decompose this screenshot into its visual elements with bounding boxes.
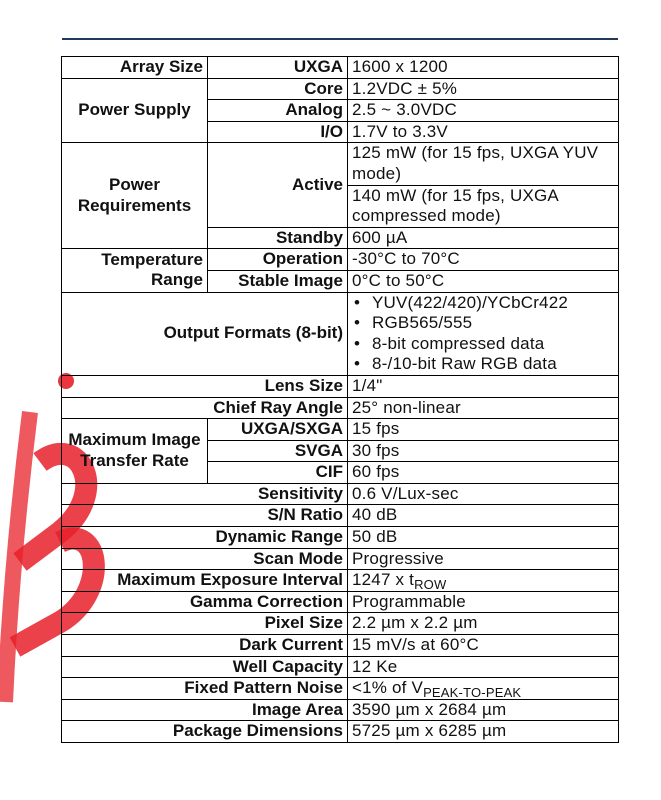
svga-value: 30 fps [348, 440, 619, 462]
list-item: • RGB565/555 [352, 313, 614, 334]
standby-value: 600 µA [348, 227, 619, 249]
power-requirements-label: Power Requirements [62, 143, 208, 249]
table-row-sensitivity [62, 483, 619, 505]
table-row-image-area [62, 699, 619, 721]
stable-image-label: Stable Image [208, 270, 348, 292]
dark-current-label: Dark Current [62, 635, 348, 657]
sn-ratio-value: 40 dB [348, 505, 619, 527]
table-row-array-size [62, 57, 619, 79]
analog-label: Analog [208, 100, 348, 122]
table-row-fixed-pattern-noise [62, 678, 619, 700]
active-value-yuv: 125 mW (for 15 fps, UXGA YUV mode) [348, 143, 619, 185]
table-row-gamma-correction [62, 591, 619, 613]
package-dimensions-value: 5725 µm x 6285 µm [348, 721, 619, 743]
stable-image-value: 0°C to 50°C [348, 270, 619, 292]
gamma-correction-label: Gamma Correction [62, 591, 348, 613]
scan-mode-label: Scan Mode [62, 548, 348, 570]
uxga-sxga-label: UXGA/SXGA [208, 419, 348, 441]
output-formats-value [348, 292, 619, 375]
well-capacity-value: 12 Ke [348, 656, 619, 678]
table-row-pixel-size [62, 613, 619, 635]
fixed-pattern-noise-subscript: PEAK-TO-PEAK [423, 685, 522, 700]
table-row-well-capacity [62, 656, 619, 678]
temperature-range-label: Temperature Range [62, 249, 208, 292]
active-label: Active [208, 143, 348, 227]
table-row-temp-operation [62, 249, 619, 271]
table-row-power-active-1 [62, 143, 619, 185]
uxga-sxga-value: 15 fps [348, 419, 619, 441]
header-rule [62, 38, 618, 40]
table-row-power-supply-core [62, 78, 619, 100]
table-row-sn-ratio [62, 505, 619, 527]
active-value-compressed: 140 mW (for 15 fps, UXGA compressed mode) [348, 185, 619, 227]
image-area-label: Image Area [62, 699, 348, 721]
lens-size-value: 1/4" [348, 375, 619, 397]
chief-ray-angle-value: 25° non-linear [348, 397, 619, 419]
fixed-pattern-noise-value-text: <1% of V [352, 678, 424, 698]
dynamic-range-value: 50 dB [348, 527, 619, 549]
io-value: 1.7V to 3.3V [348, 121, 619, 143]
gamma-correction-value: Programmable [348, 591, 619, 613]
array-size-value: 1600 x 1200 [348, 57, 619, 79]
power-supply-label: Power Supply [62, 78, 208, 143]
sensitivity-value: 0.6 V/Lux-sec [348, 483, 619, 505]
io-label: I/O [208, 121, 348, 143]
max-transfer-rate-label: Maximum Image Transfer Rate [62, 419, 208, 484]
array-size-label: Array Size [62, 57, 208, 79]
sn-ratio-label: S/N Ratio [62, 505, 348, 527]
analog-value: 2.5 ~ 3.0VDC [348, 100, 619, 122]
max-exposure-subscript: ROW [414, 577, 447, 592]
core-value: 1.2VDC ± 5% [348, 78, 619, 100]
dark-current-value: 15 mV/s at 60°C [348, 635, 619, 657]
package-dimensions-label: Package Dimensions [62, 721, 348, 743]
table-row-dynamic-range [62, 527, 619, 549]
operation-value: -30°C to 70°C [348, 249, 619, 271]
table-row-dark-current [62, 635, 619, 657]
pixel-size-value: 2.2 µm x 2.2 µm [348, 613, 619, 635]
list-item: • 8-bit compressed data [352, 334, 614, 355]
list-item: • 8-/10-bit Raw RGB data [352, 354, 614, 375]
list-item: • YUV(422/420)/YCbCr422 [352, 293, 614, 314]
well-capacity-label: Well Capacity [62, 656, 348, 678]
sensitivity-label: Sensitivity [62, 483, 348, 505]
table-row-max-exposure [62, 570, 619, 592]
output-formats-label: Output Formats (8-bit) [62, 292, 348, 375]
chief-ray-angle-label: Chief Ray Angle [62, 397, 348, 419]
table-row-output-formats [62, 292, 619, 375]
cif-label: CIF [208, 462, 348, 484]
scan-mode-value: Progressive [348, 548, 619, 570]
lens-size-label: Lens Size [62, 375, 348, 397]
table-row-chief-ray-angle [62, 397, 619, 419]
table-row-lens-size [62, 375, 619, 397]
output-formats-list [352, 293, 614, 375]
svga-label: SVGA [208, 440, 348, 462]
max-exposure-value [348, 570, 619, 592]
dynamic-range-label: Dynamic Range [62, 527, 348, 549]
standby-label: Standby [208, 227, 348, 249]
specifications-table [61, 56, 619, 743]
max-exposure-value-text: 1247 x t [352, 570, 415, 590]
table-row-scan-mode [62, 548, 619, 570]
operation-label: Operation [208, 249, 348, 271]
fixed-pattern-noise-label: Fixed Pattern Noise [62, 678, 348, 700]
array-size-sub-label: UXGA [208, 57, 348, 79]
max-exposure-label: Maximum Exposure Interval [62, 570, 348, 592]
core-label: Core [208, 78, 348, 100]
table-row-transfer-uxga [62, 419, 619, 441]
cif-value: 60 fps [348, 462, 619, 484]
pixel-size-label: Pixel Size [62, 613, 348, 635]
fixed-pattern-noise-value [348, 678, 619, 700]
image-area-value: 3590 µm x 2684 µm [348, 699, 619, 721]
table-row-package-dimensions [62, 721, 619, 743]
